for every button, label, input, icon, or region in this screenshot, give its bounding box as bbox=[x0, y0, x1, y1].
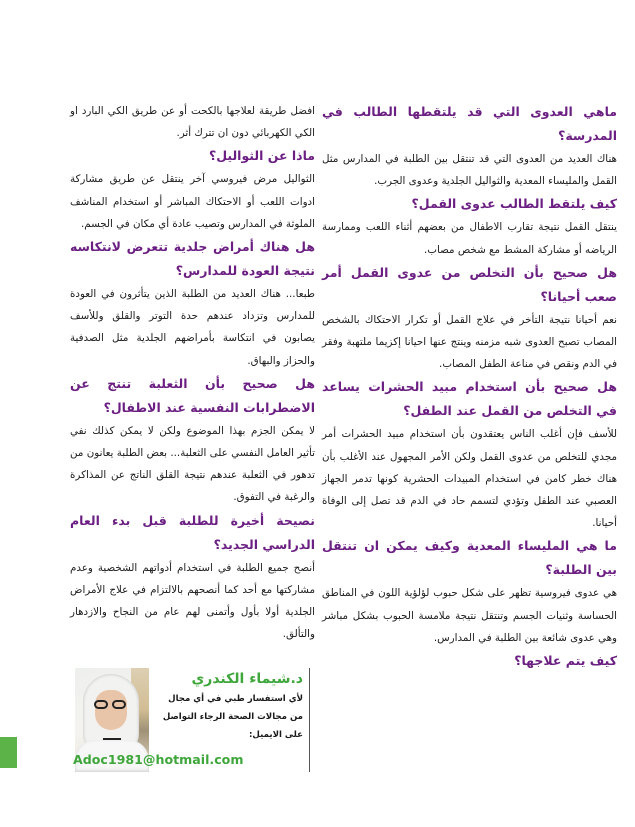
glasses-shape bbox=[93, 700, 129, 710]
answer-paragraph: لا يمكن الجزم بهذا الموضوع ولكن لا يمكن كذلك نفي تأثير العامل النفسي على الثعلبة... بعض الطلبة يعانون من تدهور في الثعلبة عندهم نتيجة القلق الناتج عن المذاكرة والرغبة في التفوق. bbox=[70, 424, 315, 504]
author-email-link[interactable]: Adoc1981@hotmail.com bbox=[73, 752, 244, 767]
face-shape bbox=[95, 690, 127, 730]
question-heading: هل صحيح بأن الثعلبة تنتج عن الاضطرابات النفسية عند الاطفال؟ bbox=[70, 375, 315, 415]
answer-paragraph: أنصح جميع الطلبة في استخدام أدواتهم الشخصية وعدم مشاركتها مع أحد كما أنصحهم بالالتزام في علاج الأمراض الجلدية أولا بأول وأتمنى لهم عام من النجاح والازدهار والتألق. bbox=[70, 561, 315, 641]
answer-paragraph: هي عدوى فيروسية تظهر على شكل حبوب لؤلؤية اللون في المناطق الحساسة وثنيات الجسم وتنتقل نتيجة ملامسة الحبوب بشكل مباشر وهي عدوى شائعة بين الطلبة في المدارس. bbox=[322, 587, 617, 644]
question-heading: ماذا عن الثواليل؟ bbox=[208, 148, 315, 164]
author-box bbox=[75, 668, 315, 780]
answer-paragraph: هناك العديد من العدوى التي قد تنتقل بين الطلبة في المدارس مثل القمل والمليساء المعدية والثواليل الجلدية وعدوى الجرب. bbox=[322, 153, 617, 188]
left-column bbox=[70, 100, 315, 645]
answer-paragraph: نعم أحيانا نتيجة التأخر في علاج القمل أو تكرار الاحتكاك بالشخص المصاب تصبح العدوى شبه مزمنه وينتج عنها احيانا إكزيما ملتهبة وفقر في الدم ونقص في مناعة الطفل المصاب. bbox=[322, 313, 617, 371]
question-heading: هل هناك أمراض جلدية تتعرض لانتكاسه نتيجة العودة للمدارس؟ bbox=[70, 239, 315, 279]
author-name: د.شيماء الكندري bbox=[191, 671, 303, 687]
right-column bbox=[322, 100, 617, 673]
question-heading: نصيحة أخيرة للطلبة قبل بدء العام الدراسي الجديد؟ bbox=[70, 512, 315, 552]
question-heading: ماهي العدوى التي قد يلتقطها الطالب في المدرسة؟ bbox=[322, 104, 617, 143]
answer-paragraph: طبعا... هناك العديد من الطلبة الذين يتأثرون في العودة للمدارس وتزداد عندهم حدة التوتر والقلق وللأسف يصابون في انتكاسة بأمراضهم الجلدية مثل الصدفية والحزاز والبهاق. bbox=[70, 288, 315, 367]
answer-paragraph: ينتقل القمل نتيجة تقارب الاطفال من بعضهم أثناء اللعب وممارسة الرياضه أو مشاركة المشط مع شخص مصاب. bbox=[322, 221, 617, 256]
question-heading: كيف يتم علاجها؟ bbox=[514, 653, 617, 669]
question-heading: كيف يلتقط الطالب عدوى القمل؟ bbox=[411, 196, 617, 212]
question-heading: هل صحيح بأن التخلص من عدوى القمل أمر صعب أحيانا؟ bbox=[322, 264, 617, 304]
answer-paragraph: افضل طريقة لعلاجها بالكحت أو عن طريق الكي البارد او الكي الكهربائي دون ان تترك أثر. bbox=[70, 105, 315, 140]
answer-paragraph: الثواليل مرض فيروسي آخر ينتقل عن طريق مشاركة ادوات اللعب أو الاحتكاك المباشر أو استخدام المناشف الملوثة في المدارس وتصيب عادة أي مكان في الجسم. bbox=[70, 173, 315, 230]
question-heading: هل صحيح بأن استخدام مبيد الحشرات يساعد في التخلص من القمل عند الطفل؟ bbox=[322, 379, 617, 419]
page-edge-tab bbox=[0, 737, 17, 768]
author-note: لأي استفسار طبي في أي مجال من مجالات الصحة الرجاء التواصل على الايميل: bbox=[162, 694, 303, 740]
answer-paragraph: للأسف فإن أغلب الناس يعتقدون بأن استخدام مبيد الحشرات أمر مجدي للتخلص من عدوى القمل ولكن الأمر المجهول عند الأغلب بأن هناك خطر كامن في استخدام المبيدات الحشرية كونها تدمر الجهاز العصبي عند الطفل وتؤدي لتسمم حاد في الدم قد تصل إلى الوفاة أحيانا. bbox=[322, 428, 617, 530]
question-heading: ما هي المليساء المعدية وكيف يمكن ان تنتقل بين الطلبة؟ bbox=[322, 538, 617, 578]
